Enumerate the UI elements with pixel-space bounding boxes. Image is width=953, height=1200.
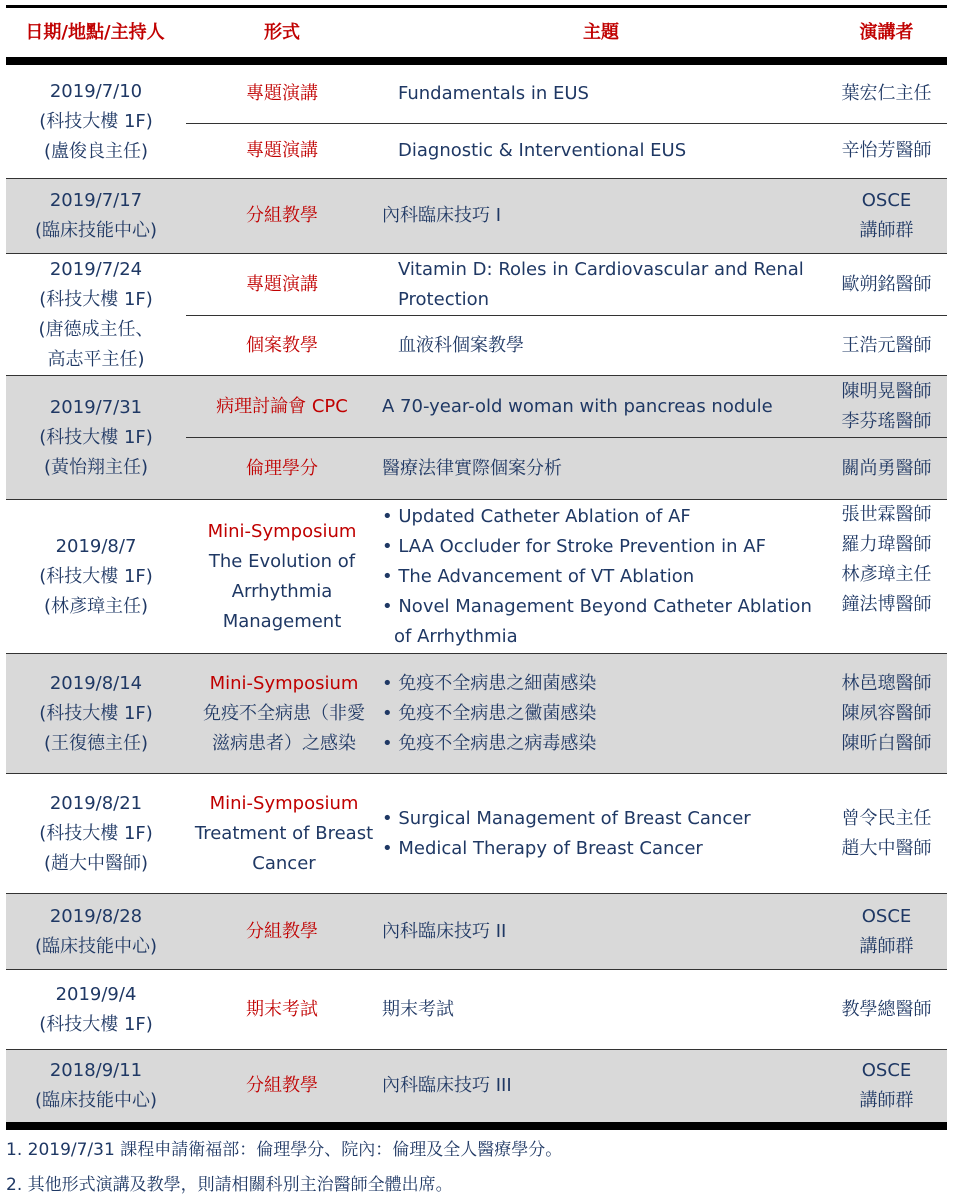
- list-item: • Novel Management Beyond Catheter Ablation of Arrhythmia: [382, 595, 812, 647]
- row-format: Mini-Symposium The Evolution of Arrhythmia Management: [207, 520, 357, 632]
- table-row: [6, 254, 947, 375]
- row-topic: 期末考試: [382, 998, 454, 1020]
- row-speaker: 曾令民主任 趙大中醫師: [841, 807, 932, 859]
- row-format: 個案教學: [246, 334, 318, 356]
- row-date: 2019/8/28 (臨床技能中心): [34, 905, 158, 957]
- table-row: [6, 1050, 947, 1122]
- footnote: 2. 其他形式演講及教學，則請相關科別主治醫師全體出席。: [6, 1175, 453, 1195]
- list-item: • 免疫不全病患之黴菌感染: [382, 702, 597, 724]
- row-topic-list: [382, 774, 828, 893]
- row-speaker: 關尚勇醫師: [841, 457, 932, 479]
- row-date: 2019/7/31 (科技大樓 1F) (黃怡翔主任): [39, 396, 153, 478]
- row-topic: 內科臨床技巧 III: [382, 1075, 512, 1096]
- row-speaker: 陳明晃醫師 李芬瑤醫師: [841, 380, 932, 432]
- list-item: • Surgical Management of Breast Cancer: [382, 807, 751, 829]
- row-speaker: OSCE 講師群: [859, 1060, 914, 1111]
- row-speaker: 歐朔銘醫師: [841, 273, 932, 295]
- row-speaker: OSCE 講師群: [859, 905, 914, 957]
- header-topic: 主題: [583, 22, 619, 43]
- row-topic: A 70-year-old woman with pancreas nodule: [382, 395, 773, 417]
- row-format: 分組教學: [246, 1075, 318, 1096]
- table-row: [6, 774, 947, 893]
- header-format: 形式: [264, 22, 300, 43]
- table-row: [6, 500, 947, 653]
- header-rule: [6, 57, 947, 65]
- row-topic: 內科臨床技巧 I: [382, 205, 502, 226]
- row-date: 2019/7/24 (科技大樓 1F) (唐德成主任、 高志平主任): [38, 258, 154, 370]
- row-date: 2019/7/10 (科技大樓 1F) (盧俊良主任): [39, 80, 153, 162]
- row-date: 2019/8/14 (科技大樓 1F) (王復德主任): [39, 672, 153, 754]
- row-date: 2019/8/7 (科技大樓 1F) (林彥璋主任): [39, 535, 153, 617]
- row-format: 分組教學: [246, 920, 318, 942]
- row-format: 專題演講: [246, 273, 318, 295]
- row-format: 倫理學分: [246, 457, 318, 479]
- footnote: 1. 2019/7/31 課程申請衛福部：倫理學分、院內：倫理及全人醫療學分。: [6, 1140, 563, 1160]
- top-rule: [6, 5, 947, 8]
- row-topic: Diagnostic & Interventional EUS: [398, 140, 687, 161]
- row-format: 病理討論會 CPC: [216, 395, 348, 417]
- row-speaker: 王浩元醫師: [841, 334, 932, 356]
- row-date: 2019/9/4 (科技大樓 1F): [39, 983, 153, 1035]
- row-date: 2019/8/21 (科技大樓 1F) (趙大中醫師): [39, 792, 153, 874]
- table-row: [6, 654, 947, 773]
- list-item: • Updated Catheter Ablation of AF: [382, 505, 691, 527]
- row-format: 專題演講: [246, 83, 318, 104]
- row-speaker: 葉宏仁主任: [841, 83, 932, 104]
- row-topic: Fundamentals in EUS: [398, 83, 589, 104]
- row-speaker: 林邑璁醫師 陳夙容醫師 陳昕白醫師: [841, 672, 932, 754]
- table-row: [6, 894, 947, 969]
- header-speaker: 演講者: [859, 22, 914, 43]
- row-topic: Vitamin D: Roles in Cardiovascular and Renal Protection: [398, 258, 804, 310]
- row-format: 期末考試: [246, 998, 318, 1020]
- row-topic: 血液科個案教學: [398, 334, 524, 356]
- row-topic-list: [382, 654, 828, 773]
- row-speaker: 辛怡芳醫師: [841, 140, 932, 161]
- list-item: • 免疫不全病患之病毒感染: [382, 732, 597, 754]
- list-item: • LAA Occluder for Stroke Prevention in AF: [382, 535, 766, 557]
- header-date: 日期/地點/主持人: [25, 22, 165, 43]
- bottom-rule: [6, 1122, 947, 1130]
- list-item: • Medical Therapy of Breast Cancer: [382, 837, 703, 859]
- row-date: 2019/7/17 (臨床技能中心): [34, 190, 158, 241]
- row-date: 2018/9/11 (臨床技能中心): [34, 1060, 158, 1111]
- row-format: Mini-Symposium 免疫不全病患（非愛 滋病患者）之感染: [203, 672, 365, 754]
- row-speaker: 教學總醫師: [841, 998, 932, 1020]
- row-format: 分組教學: [246, 205, 318, 226]
- row-topic: 醫療法律實際個案分析: [382, 457, 562, 479]
- list-item: • 免疫不全病患之細菌感染: [382, 672, 597, 694]
- row-topic-list: [382, 500, 828, 653]
- list-item: • The Advancement of VT Ablation: [382, 565, 695, 587]
- row-format: Mini-Symposium Treatment of Breast Cancer: [194, 792, 374, 874]
- row-speaker: 張世霖醫師 羅力瑋醫師 林彥璋主任 鐘法博醫師: [841, 504, 932, 615]
- row-format: 專題演講: [246, 140, 318, 161]
- row-speaker: OSCE 講師群: [859, 190, 914, 241]
- table-row: [6, 179, 947, 253]
- table-row: [6, 376, 947, 499]
- table-row: [6, 970, 947, 1049]
- table-row: [6, 65, 947, 178]
- row-topic: 內科臨床技巧 II: [382, 920, 507, 942]
